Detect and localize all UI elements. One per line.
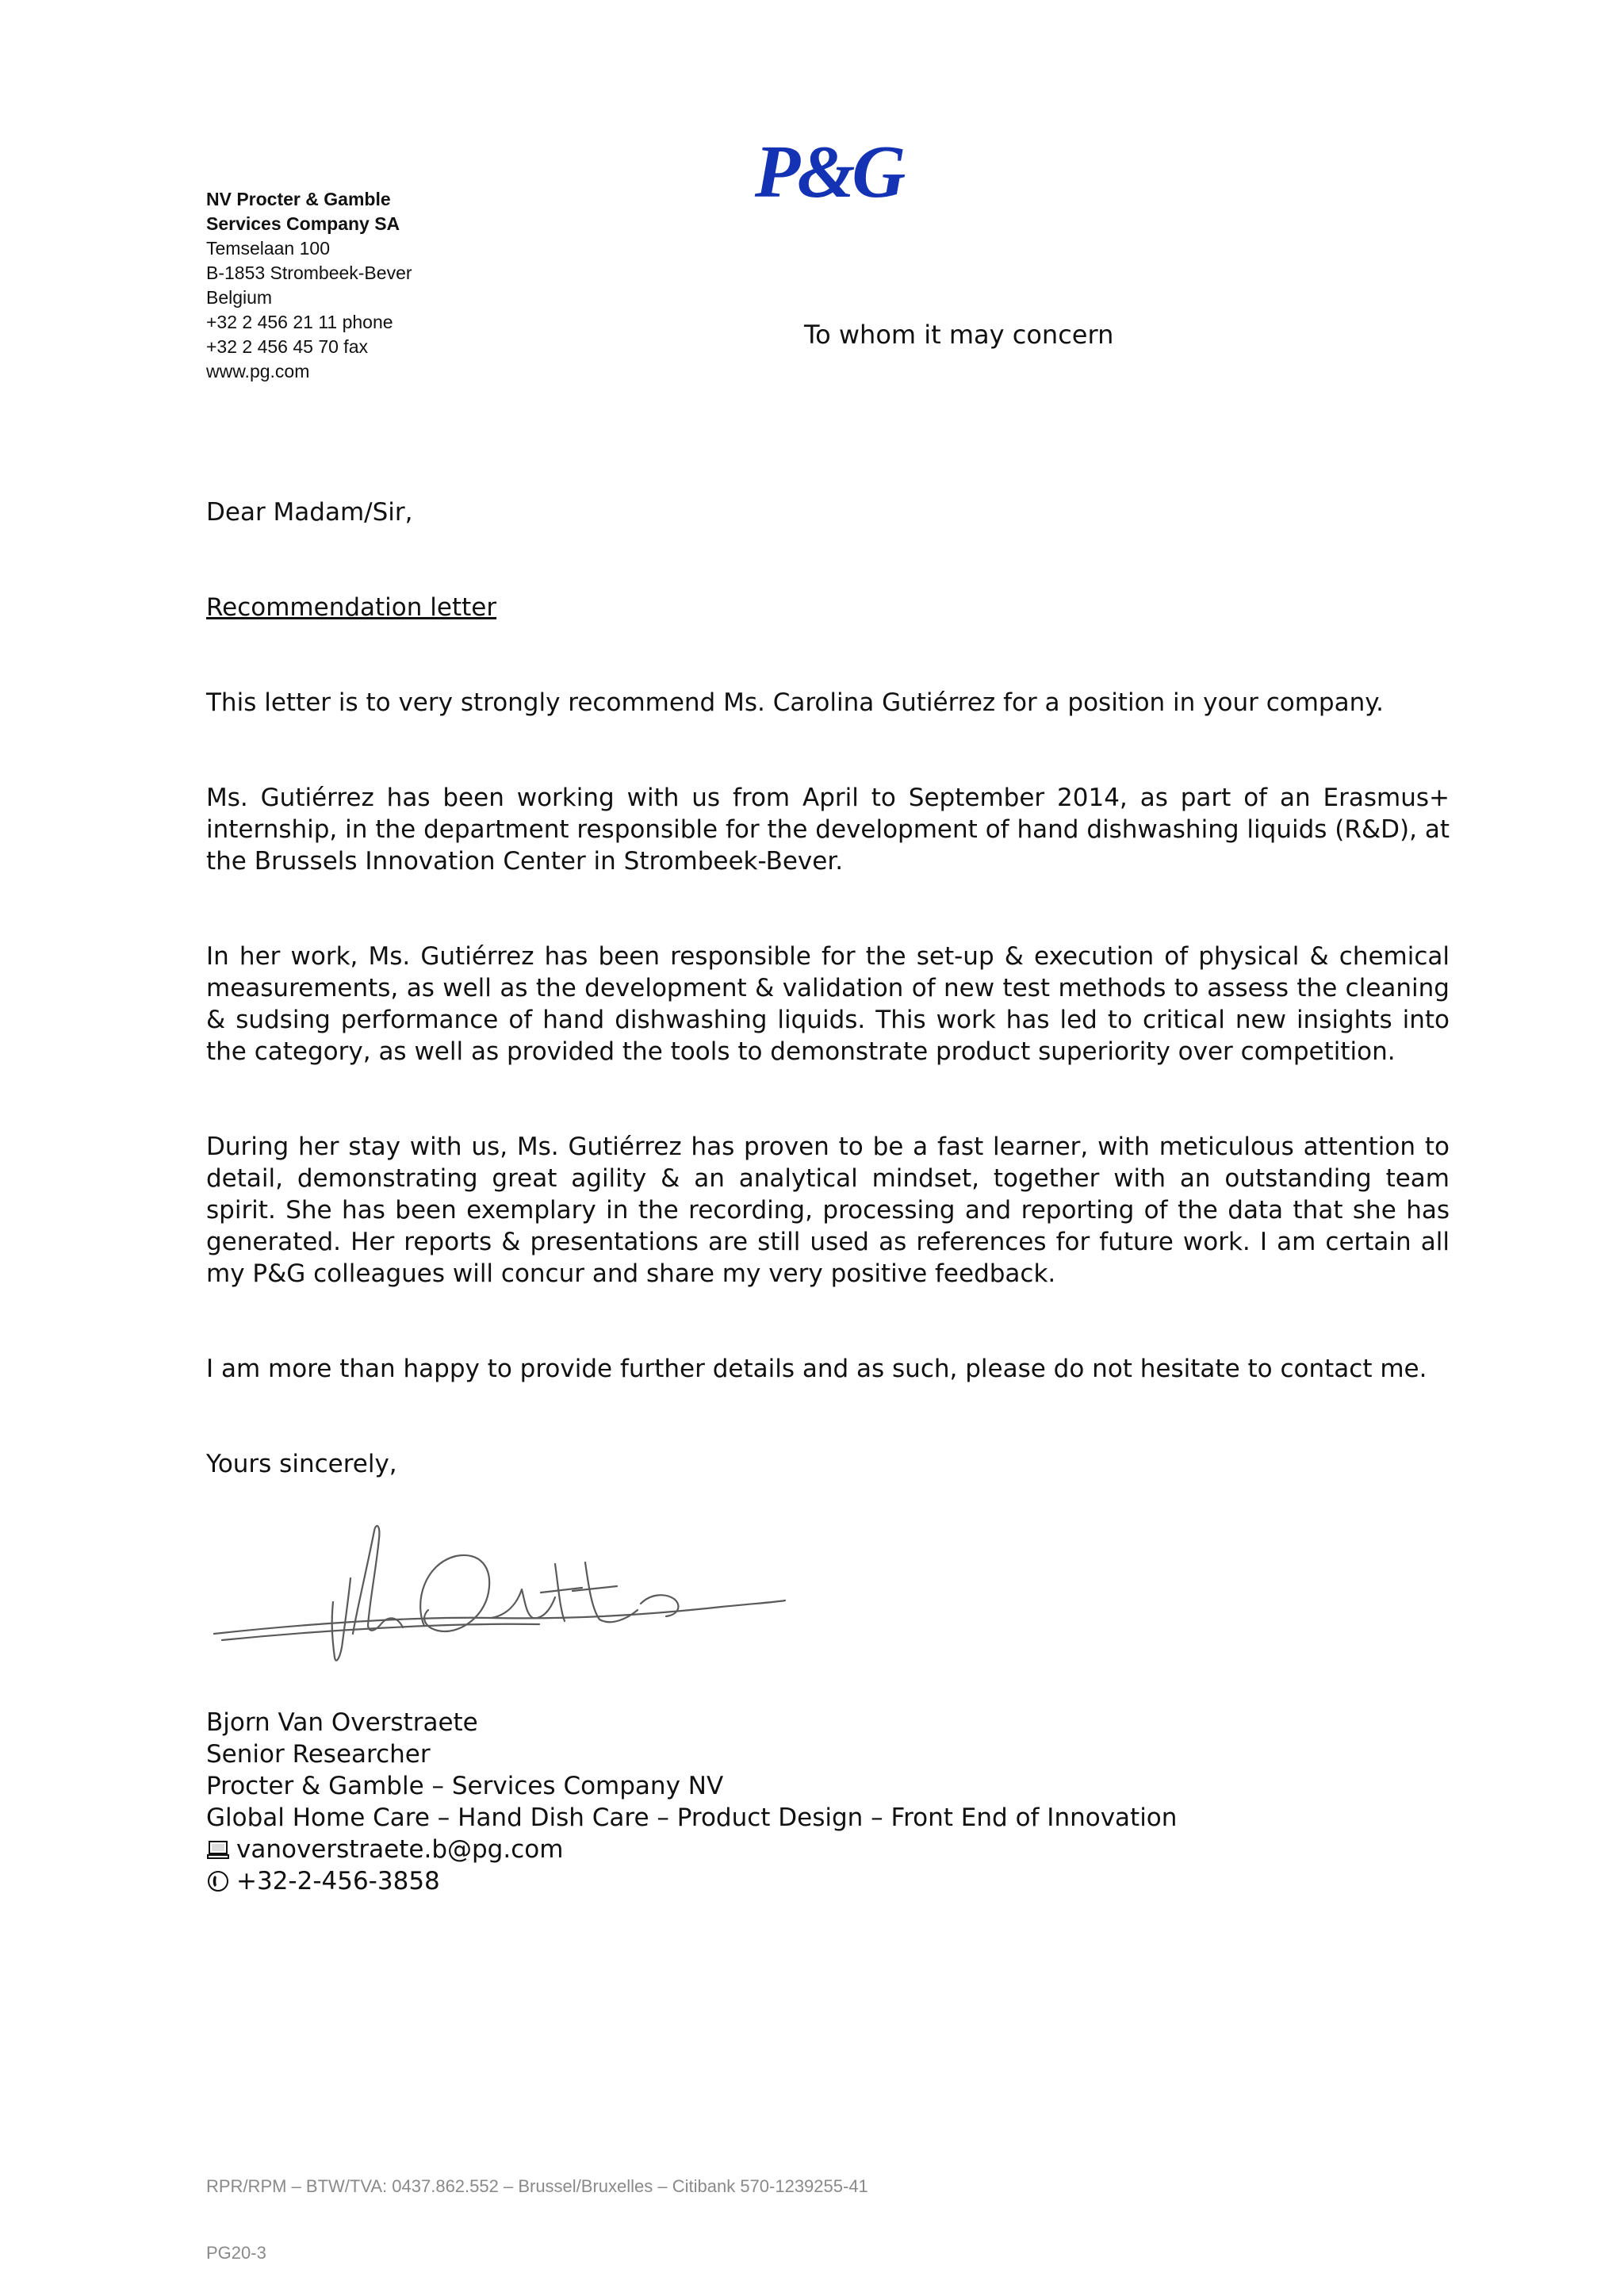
sender-street: Temselaan 100: [206, 238, 330, 259]
sender-website: www.pg.com: [206, 361, 310, 381]
signer-email: vanoverstraete.b@pg.com: [236, 1835, 564, 1864]
sender-company-line2: Services Company SA: [206, 213, 400, 234]
paragraph-5: I am more than happy to provide further details and as such, please do not hesitate to contact me.: [206, 1355, 1427, 1383]
paragraph-3: In her work, Ms. Gutiérrez has been responsible for the set-up & execution of physical & chemical measurements, as well as the development & validation of new test methods to assess the cleaning & sudsing performance of hand dishwashing liquids. This work has led to critical new insights into the category, as well as provided the tools to demonstrate product superiority over competition.: [206, 942, 1450, 1066]
footer-doc-ref: PG20-3: [206, 2243, 266, 2263]
closing: Yours sincerely,: [206, 1450, 397, 1478]
recipient-line: To whom it may concern: [804, 320, 1114, 350]
footer-registration: RPR/RPM – BTW/TVA: 0437.862.552 – Brussel/Bruxelles – Citibank 570-1239255-41: [206, 2176, 868, 2196]
signer-name: Bjorn Van Overstraete: [206, 1708, 478, 1737]
sender-phone: +32 2 456 21 11 phone: [206, 312, 393, 332]
paragraph-4: During her stay with us, Ms. Gutiérrez has proven to be a fast learner, with meticulous attention to detail, demonstrating great agility & an analytical mindset, together with an outstanding team spirit. She has been exemplary in the recording, processing and reporting of the data that she has generated. Her reports & presentations are still used as references for future work. I am certain all my P&G colleagues will concur and share my very positive feedback.: [206, 1133, 1450, 1288]
telephone-icon: [206, 1869, 230, 1893]
signer-email-line: [206, 1834, 1177, 1865]
sender-city: B-1853 Strombeek-Bever: [206, 263, 412, 283]
signer-title: Senior Researcher: [206, 1740, 431, 1769]
handwritten-signature: [206, 1515, 793, 1681]
subject-line: Recommendation letter: [206, 593, 497, 622]
signer-company: Procter & Gamble – Services Company NV: [206, 1772, 724, 1800]
computer-icon: [206, 1838, 230, 1861]
sender-country: Belgium: [206, 287, 273, 308]
sender-address: [206, 187, 603, 384]
signer-phone-line: [206, 1865, 1177, 1897]
sender-fax: +32 2 456 45 70 fax: [206, 336, 368, 357]
sender-company-line1: NV Procter & Gamble: [206, 189, 391, 209]
paragraph-1: This letter is to very strongly recommend Ms. Carolina Gutiérrez for a position in your company.: [206, 688, 1385, 717]
signer-phone: +32-2-456-3858: [236, 1867, 440, 1895]
paragraph-2: Ms. Gutiérrez has been working with us from April to September 2014, as part of an Erasmus+ internship, in the department responsible for the development of hand dishwashing liquids (R&D), at the Brussels Innovation Center in Strombeek-Bever.: [206, 784, 1450, 876]
pg-logo: [749, 135, 908, 214]
signer-block: [206, 1707, 1177, 1897]
salutation: Dear Madam/Sir,: [206, 498, 413, 527]
svg-text:P&G: P&G: [754, 135, 903, 213]
signer-department: Global Home Care – Hand Dish Care – Product Design – Front End of Innovation: [206, 1803, 1178, 1832]
